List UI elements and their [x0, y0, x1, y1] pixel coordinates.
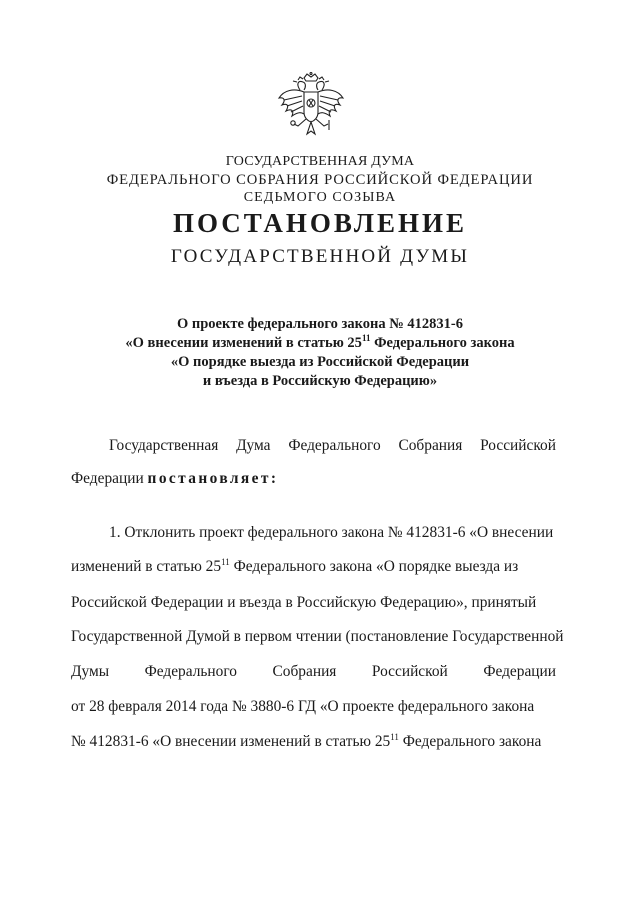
title-line2: «О внесении изменений в статью $25^{11}$ Федерального закона — [125, 333, 515, 351]
org-name-line2: ФЕДЕРАЛЬНОГО СОБРАНИЯ РОССИЙСКОЙ ФЕДЕРАЦИИ — [106, 172, 534, 188]
superscript: 11 — [361, 333, 371, 344]
document-type-heading: ПОСТАНОВЛЕНИЕ — [172, 208, 468, 238]
item1-line4: Государственной Думой в первом чтении (постановление Государственной — [71, 628, 564, 645]
title-line1: О проекте федерального закона № 412831-6 — [176, 316, 464, 332]
item1-line3: Российской Федерации и въезда в Российскую Федерацию», принятый — [71, 594, 537, 611]
org-name-line1: ГОСУДАРСТВЕННАЯ ДУМА — [225, 154, 415, 169]
decree-verb: постановляет: — [147, 470, 279, 487]
preamble-line1: Государственная Дума Федерального Собрания Российской — [109, 437, 556, 454]
document-issuer-heading: ГОСУДАРСТВЕННОЙ ДУМЫ — [170, 246, 470, 267]
title-line3: «О порядке выезда из Российской Федерации — [170, 354, 470, 370]
item1-line2: изменений в статью $25^{11}$ Федерального закона «О порядке выезда из — [71, 556, 519, 575]
item1-line7: № 412831-6 «О внесении изменений в статью $25^{11}$ Федерального закона — [71, 731, 542, 750]
title-line4: и въезда в Российскую Федерацию» — [202, 373, 438, 389]
org-convocation: СЕДЬМОГО СОЗЫВА — [243, 190, 397, 205]
coat-of-arms-emblem — [276, 72, 346, 146]
item1-line1: 1. Отклонить проект федерального закона № 412831-6 «О внесении — [109, 524, 554, 541]
item1-line5: Думы Федерального Собрания Российской Федерации — [71, 663, 556, 680]
preamble-line2: Федерации постановляет: — [71, 470, 279, 487]
item1-line6: от 28 февраля 2014 года № 3880-6 ГД «О проекте федерального закона — [71, 698, 535, 715]
